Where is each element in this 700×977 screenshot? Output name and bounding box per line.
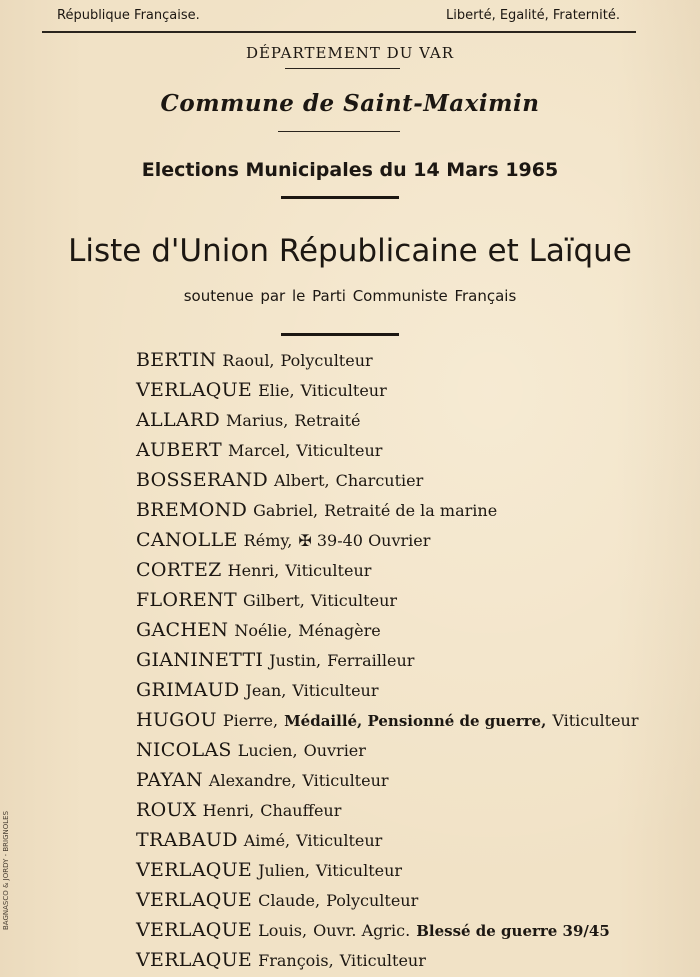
- candidate-occupation: Viticulteur: [315, 861, 403, 880]
- candidate-firstname: Henri,: [202, 801, 255, 820]
- candidate-surname: VERLAQUE: [136, 379, 253, 401]
- list-item: [136, 525, 639, 555]
- candidate-firstname: Pierre,: [222, 711, 279, 730]
- candidate-occupation: Ferrailleur: [327, 651, 415, 670]
- list-item: [136, 555, 639, 585]
- list-item: [136, 645, 639, 675]
- list-item: [136, 735, 639, 765]
- candidate-firstname: Aimé,: [243, 831, 291, 850]
- candidate-surname: BOSSERAND: [136, 469, 269, 491]
- candidate-surname: GACHEN: [136, 619, 229, 641]
- candidate-firstname: François,: [258, 951, 334, 970]
- list-item: [136, 765, 639, 795]
- title-rule: [281, 333, 399, 336]
- candidate-occupation: Viticulteur: [292, 681, 379, 700]
- candidate-surname: GIANINETTI: [136, 649, 264, 671]
- candidate-firstname: Henri,: [227, 561, 280, 580]
- list-item: [136, 945, 639, 975]
- candidate-surname: BREMOND: [136, 499, 248, 521]
- candidate-surname: FLORENT: [136, 589, 237, 611]
- list-title: Liste d'Union Républicaine et Laïque: [68, 233, 632, 269]
- list-subtitle: soutenue par le Parti Communiste Français: [183, 287, 517, 305]
- candidate-surname: AUBERT: [136, 439, 223, 461]
- elections-rule: [281, 196, 399, 199]
- candidate-surname: VERLAQUE: [136, 919, 253, 941]
- candidate-occupation: Viticulteur: [310, 591, 398, 610]
- candidate-surname: ROUX: [136, 799, 197, 821]
- candidate-firstname: Gilbert,: [242, 591, 305, 610]
- candidate-surname: VERLAQUE: [136, 889, 253, 911]
- candidate-occupation: Ménagère: [298, 621, 381, 640]
- candidate-list: [136, 345, 639, 975]
- candidate-firstname: Lucien,: [237, 741, 298, 760]
- list-item: [136, 615, 639, 645]
- candidate-surname: NICOLAS: [136, 739, 232, 761]
- candidate-firstname: Claude,: [258, 891, 321, 910]
- list-item: [136, 435, 639, 465]
- list-item: [136, 795, 639, 825]
- candidate-occupation: Ouvr. Agric.: [313, 921, 411, 940]
- candidate-occupation: Viticulteur: [300, 381, 387, 400]
- candidate-distinction: Médaillé, Pensionné de guerre,: [284, 712, 547, 730]
- list-item: [136, 915, 639, 945]
- candidate-firstname: Noélie,: [234, 621, 293, 640]
- commune-rule: [278, 131, 400, 132]
- candidate-firstname: Alexandre,: [208, 771, 297, 790]
- candidate-occupation: Viticulteur: [302, 771, 389, 790]
- candidate-occupation: Viticulteur: [339, 951, 426, 970]
- list-item: [136, 675, 639, 705]
- candidate-firstname: Raoul,: [222, 351, 275, 370]
- candidate-surname: ALLARD: [136, 409, 221, 431]
- list-item: [136, 465, 639, 495]
- header-motto: Liberté, Egalité, Fraternité.: [446, 8, 620, 23]
- list-item: [136, 375, 639, 405]
- candidate-firstname: Albert,: [274, 471, 330, 490]
- list-item: [136, 495, 639, 525]
- candidate-firstname: Gabriel,: [253, 501, 319, 520]
- candidate-firstname: Marcel,: [228, 441, 291, 460]
- candidate-occupation: Polyculteur: [326, 891, 419, 910]
- candidate-occupation: Viticulteur: [296, 441, 383, 460]
- candidate-firstname: Louis,: [258, 921, 308, 940]
- candidate-occupation: Polyculteur: [280, 351, 373, 370]
- header-rule: [42, 31, 636, 33]
- list-item: [136, 585, 639, 615]
- candidate-firstname: Elie,: [258, 381, 295, 400]
- list-item: [136, 405, 639, 435]
- list-item: [136, 885, 639, 915]
- candidate-surname: HUGOU: [136, 709, 217, 731]
- list-item: [136, 705, 639, 735]
- candidate-firstname: Julien,: [258, 861, 310, 880]
- candidate-occupation: ✠ 39-40 Ouvrier: [298, 531, 431, 550]
- candidate-occupation: Viticulteur: [285, 561, 372, 580]
- header-republique: République Française.: [57, 8, 200, 23]
- candidate-occupation: Ouvrier: [303, 741, 366, 760]
- candidate-surname: BERTIN: [136, 349, 217, 371]
- department-heading: DÉPARTEMENT DU VAR: [245, 44, 455, 62]
- candidate-surname: VERLAQUE: [136, 949, 253, 971]
- candidate-firstname: Rémy,: [243, 531, 293, 550]
- candidate-firstname: Marius,: [226, 411, 289, 430]
- candidate-surname: VERLAQUE: [136, 859, 253, 881]
- candidate-occupation: Viticulteur: [552, 711, 639, 730]
- candidate-occupation: Retraité: [294, 411, 361, 430]
- list-item: [136, 345, 639, 375]
- commune-heading: Commune de Saint-Maximin: [160, 90, 540, 117]
- list-item: [136, 855, 639, 885]
- candidate-surname: GRIMAUD: [136, 679, 240, 701]
- candidate-surname: PAYAN: [136, 769, 203, 791]
- list-item: [136, 825, 639, 855]
- candidate-surname: CANOLLE: [136, 529, 238, 551]
- candidate-occupation: Retraité de la marine: [324, 501, 498, 520]
- candidate-occupation: Viticulteur: [296, 831, 383, 850]
- candidate-occupation: Charcutier: [335, 471, 424, 490]
- candidate-distinction: Blessé de guerre 39/45: [416, 922, 610, 940]
- candidate-firstname: Jean,: [245, 681, 287, 700]
- elections-heading: Elections Municipales du 14 Mars 1965: [141, 159, 559, 181]
- department-rule: [285, 68, 400, 69]
- candidate-firstname: Justin,: [269, 651, 322, 670]
- candidate-occupation: Chauffeur: [260, 801, 342, 820]
- candidate-surname: CORTEZ: [136, 559, 222, 581]
- printer-credit: BAGNASCO & JORDY - BRIGNOLES: [2, 810, 10, 930]
- candidate-surname: TRABAUD: [136, 829, 238, 851]
